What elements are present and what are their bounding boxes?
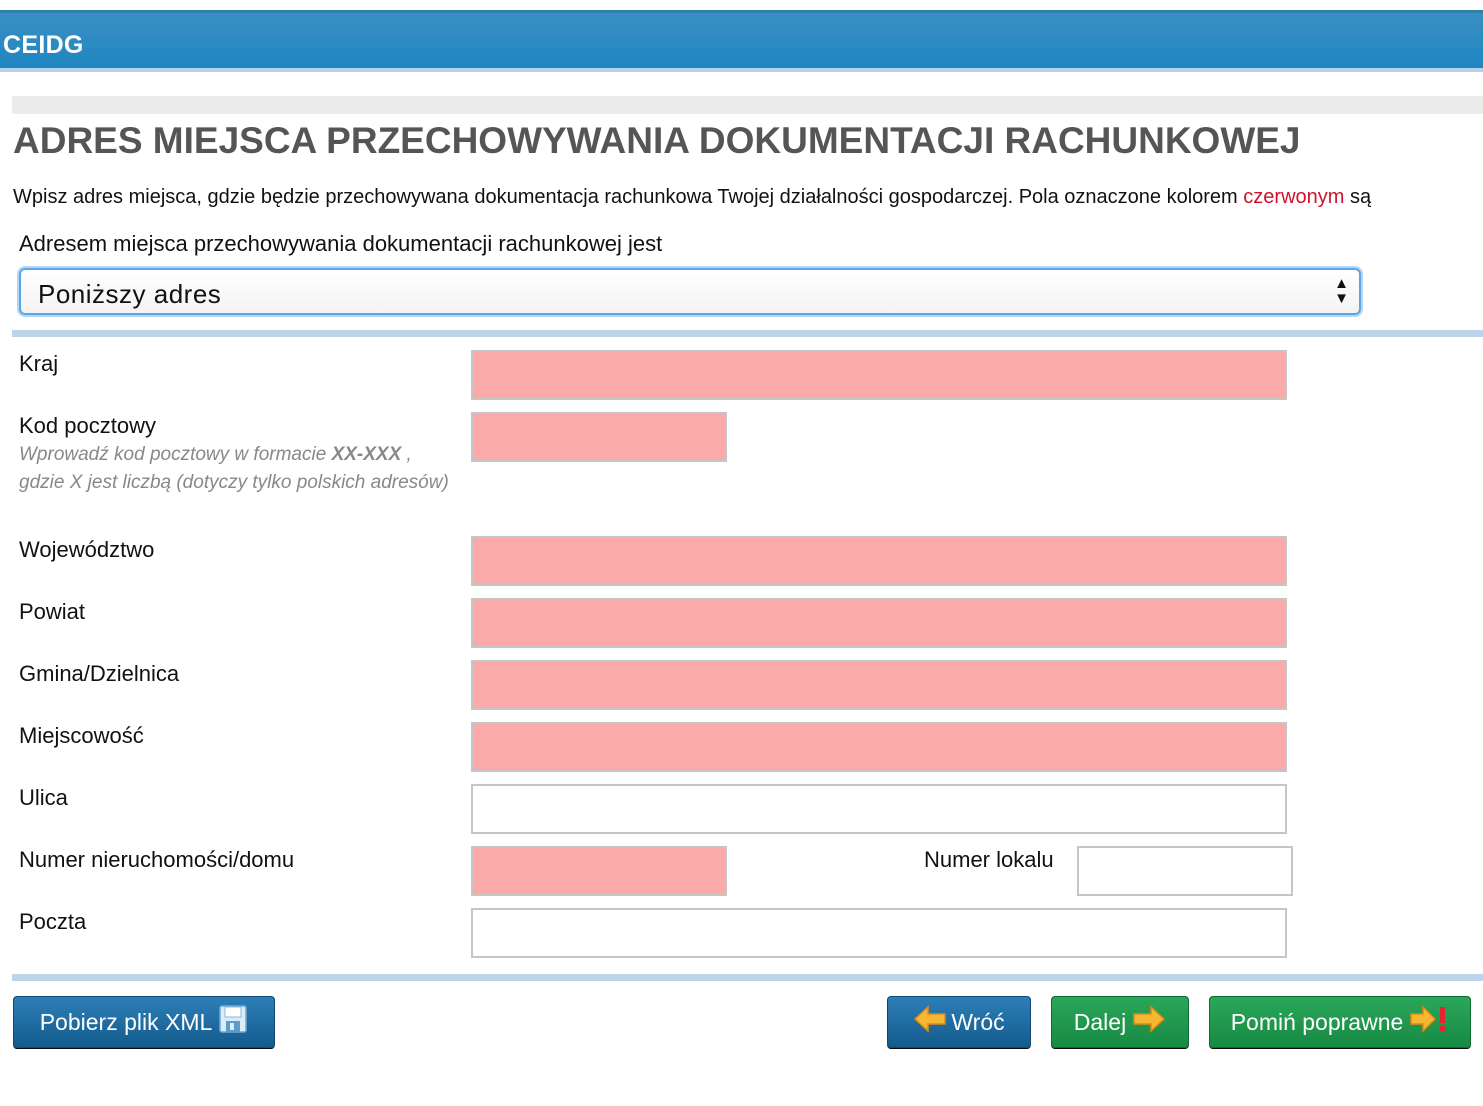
poczta-input[interactable] xyxy=(471,908,1287,958)
numer-domu-input[interactable] xyxy=(471,846,727,896)
intro-main: Wpisz adres miejsca, gdzie będzie przechowywana dokumentacja rachunkowa Twojej działalności gospodarczej. Pola oznaczone kolorem xyxy=(13,186,1244,208)
kod-pocztowy-label: Kod pocztowy xyxy=(19,413,156,438)
kod-pocztowy-hint xyxy=(19,441,449,497)
powiat-input[interactable] xyxy=(471,598,1287,648)
back-button[interactable] xyxy=(887,996,1031,1048)
address-type-value: Poniższy adres xyxy=(38,279,222,309)
poczta-label: Poczta xyxy=(19,909,87,934)
numer-lokalu-input[interactable] xyxy=(1077,846,1293,896)
intro-text xyxy=(13,186,1483,209)
arrow-right-icon xyxy=(1132,1005,1166,1039)
powiat-label: Powiat xyxy=(19,599,86,624)
kraj-label: Kraj xyxy=(19,351,59,376)
kod-pocztowy-input[interactable] xyxy=(471,412,727,462)
back-label: Wróć xyxy=(951,1008,1005,1035)
next-button[interactable] xyxy=(1051,996,1189,1048)
header-bar xyxy=(0,10,1483,72)
skip-valid-label: Pomiń poprawne xyxy=(1230,1008,1404,1035)
skip-valid-button[interactable] xyxy=(1209,996,1471,1048)
miejscowosc-label: Miejscowość xyxy=(19,723,144,748)
gmina-input[interactable] xyxy=(471,660,1287,710)
form-top-separator xyxy=(12,330,1483,337)
brand-logo[interactable]: CEIDG xyxy=(3,31,84,59)
download-xml-button[interactable] xyxy=(13,996,275,1048)
miejscowosc-input[interactable] xyxy=(471,722,1287,772)
address-type-select[interactable] xyxy=(19,268,1361,315)
kraj-input[interactable] xyxy=(471,350,1287,400)
wojewodztwo-input[interactable] xyxy=(471,536,1287,586)
intro-tail: są xyxy=(1344,186,1372,208)
page-title: ADRES MIEJSCA PRZECHOWYWANIA DOKUMENTACJI RACHUNKOWEJ xyxy=(13,120,1301,161)
hint-pre: Wprowadź kod pocztowy w formacie xyxy=(19,444,332,465)
ulica-input[interactable] xyxy=(471,784,1287,834)
intro-red-word: czerwonym xyxy=(1243,186,1345,208)
form-bottom-separator xyxy=(12,974,1483,981)
address-type-label: Adresem miejsca przechowywania dokumentacji rachunkowej jest xyxy=(19,231,663,256)
hint-format: XX-XXX xyxy=(331,444,402,465)
next-label: Dalej xyxy=(1073,1008,1127,1035)
numer-domu-label: Numer nieruchomości/domu xyxy=(19,847,295,872)
arrow-exclamation-icon xyxy=(1409,1004,1449,1040)
download-xml-label: Pobierz plik XML xyxy=(39,1008,213,1035)
gmina-label: Gmina/Dzielnica xyxy=(19,661,180,686)
ulica-label: Ulica xyxy=(19,785,68,810)
floppy-disk-icon xyxy=(218,1004,248,1040)
wojewodztwo-label: Województwo xyxy=(19,537,155,562)
hint-post: , gdzie X jest liczbą (dotyczy tylko polskich adresów) xyxy=(19,444,449,493)
select-arrows-icon: ▲ ▼ xyxy=(1334,275,1349,307)
numer-lokalu-label: Numer lokalu xyxy=(924,847,1054,872)
top-divider xyxy=(12,96,1483,114)
arrow-left-icon xyxy=(913,1005,947,1039)
